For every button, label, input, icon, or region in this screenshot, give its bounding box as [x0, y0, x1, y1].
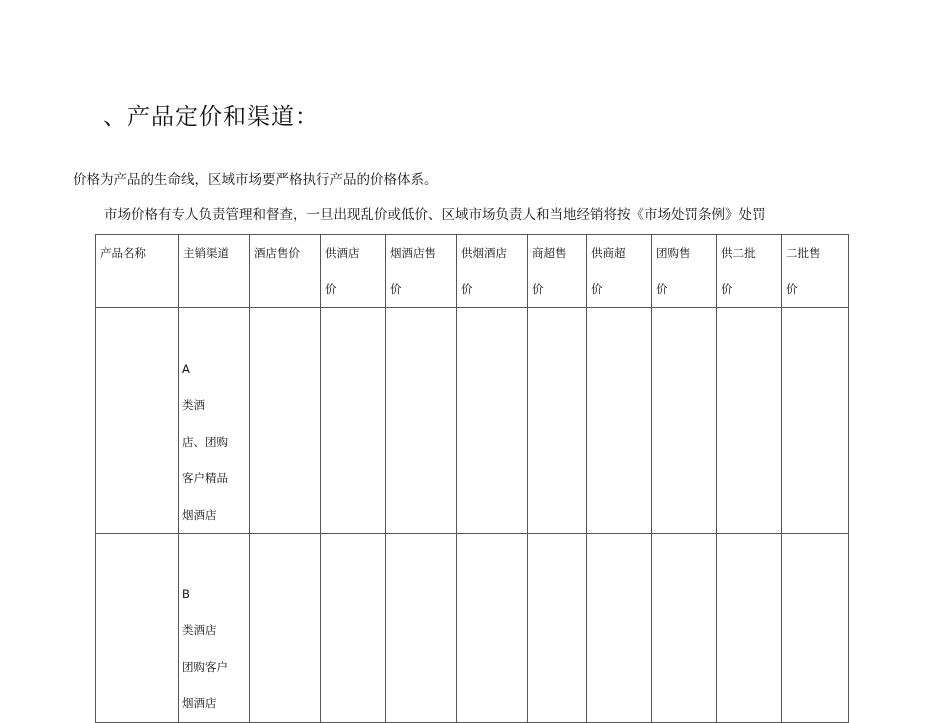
table-cell: [717, 308, 782, 534]
table-cell: [321, 308, 386, 534]
header-hotel-retail-price: 酒店售价: [250, 235, 321, 308]
header-hotel-supply-price: 供酒店 价: [321, 235, 386, 308]
table-cell: [250, 308, 321, 534]
cell-product-name: [96, 308, 179, 534]
table-cell: [528, 308, 587, 534]
table-cell: [457, 534, 528, 723]
table-cell: [652, 534, 717, 723]
header-group-purchase-price: 团购售 价: [652, 235, 717, 308]
table-cell: [386, 308, 457, 534]
table-cell: [250, 534, 321, 723]
table-cell: [782, 534, 849, 723]
table-cell: [782, 308, 849, 534]
table-cell: [457, 308, 528, 534]
cell-main-channel: A 类酒 店、团购 客户精品 烟酒店: [179, 308, 250, 534]
table-row: [96, 308, 849, 534]
table-cell: [717, 534, 782, 723]
header-tobacco-shop-supply-price: 供烟酒店 价: [457, 235, 528, 308]
paragraph-price-supervision: 市场价格有专人负责管理和督查，一旦出现乱价或低价、区域市场负责人和当地经销将按《市场处罚条例》处罚: [104, 207, 766, 223]
header-tobacco-shop-retail-price: 烟酒店售 价: [386, 235, 457, 308]
table-cell: [652, 308, 717, 534]
paragraph-price-lifeline: 价格为产品的生命线，区域市场要严格执行产品的价格体系。: [73, 172, 438, 188]
table-cell: [587, 308, 652, 534]
header-second-wholesale-retail-price: 二批售 价: [782, 235, 849, 308]
header-second-wholesale-supply-price: 供二批 价: [717, 235, 782, 308]
header-product-name: 产品名称: [96, 235, 179, 308]
table-header-row: [96, 235, 849, 308]
section-heading: 、产品定价和渠道：: [103, 104, 319, 130]
cell-main-channel: B 类酒店 团购客户 烟酒店: [179, 534, 250, 723]
table-cell: [386, 534, 457, 723]
pricing-table: [95, 234, 849, 723]
table-cell: [587, 534, 652, 723]
table-cell: [528, 534, 587, 723]
header-main-channel: 主销渠道: [179, 235, 250, 308]
header-supermarket-retail-price: 商超售 价: [528, 235, 587, 308]
cell-product-name: [96, 534, 179, 723]
table-cell: [321, 534, 386, 723]
table-row: [96, 534, 849, 723]
header-supermarket-supply-price: 供商超 价: [587, 235, 652, 308]
